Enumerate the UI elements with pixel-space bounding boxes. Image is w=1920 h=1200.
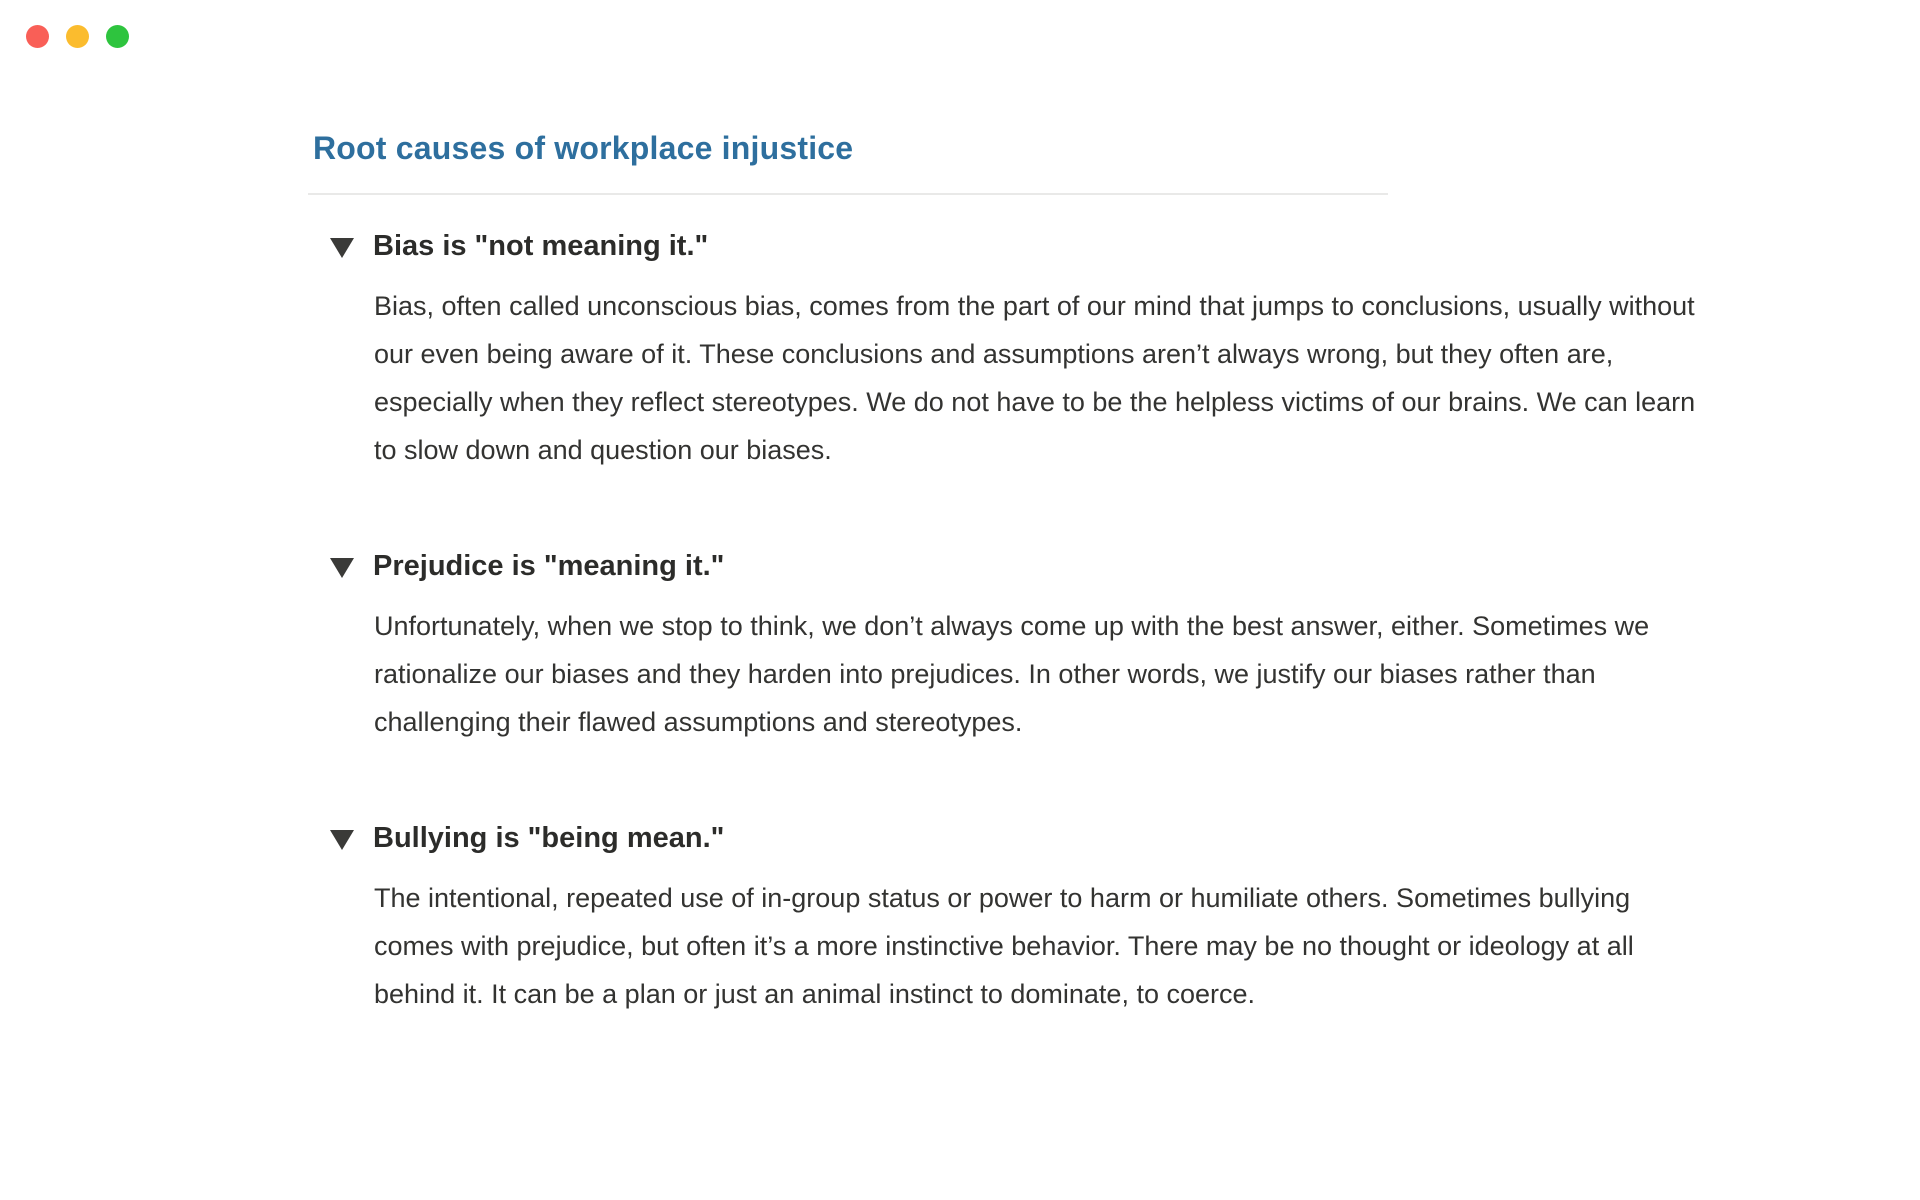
minimize-button[interactable]	[66, 25, 89, 48]
toggle-section-bias	[330, 228, 1708, 474]
toggle-heading-bullying[interactable]	[330, 820, 1708, 856]
section-list	[330, 228, 1708, 1018]
toggle-down-triangle-icon[interactable]	[330, 830, 354, 850]
toggle-body-text: Unfortunately, when we stop to think, we don’t always come up with the best answer, either. Sometimes we rationalize our biases and they harden into prejudices. In other words, we justify our biases rather than challenging their flawed assumptions and stereotypes.	[374, 611, 1650, 737]
toggle-down-triangle-icon[interactable]	[330, 558, 354, 578]
fullscreen-button[interactable]	[106, 25, 129, 48]
toggle-section-bullying	[330, 820, 1708, 1018]
toggle-heading-prejudice[interactable]	[330, 548, 1708, 584]
window-controls	[26, 25, 129, 48]
toggle-heading-label: Prejudice is "meaning it."	[373, 550, 725, 582]
toggle-body-text: Bias, often called unconscious bias, comes from the part of our mind that jumps to conclusions, usually without our even being aware of it. These conclusions and assumptions aren’t always wrong, but they often are, especially when they reflect stereotypes. We do not have to be the helpless victims of our brains. We can learn to slow down and question our biases.	[374, 291, 1696, 465]
toggle-heading-label: Bias is "not meaning it."	[373, 230, 709, 262]
title-divider	[308, 193, 1388, 195]
toggle-down-triangle-icon[interactable]	[330, 238, 354, 258]
toggle-heading-bias[interactable]	[330, 228, 1708, 264]
document-content	[308, 128, 1708, 1092]
close-button[interactable]	[26, 25, 49, 48]
toggle-heading-label: Bullying is "being mean."	[373, 822, 725, 854]
toggle-section-prejudice	[330, 548, 1708, 746]
page-title: Root causes of workplace injustice	[313, 130, 854, 166]
toggle-body-text: The intentional, repeated use of in-group status or power to harm or humiliate others. Sometimes bullying comes with prejudice, but often it’s a more instinctive behavior. There may be no thought or ideology at all behind it. It can be a plan or just an animal instinct to dominate, to coerce.	[374, 883, 1634, 1009]
